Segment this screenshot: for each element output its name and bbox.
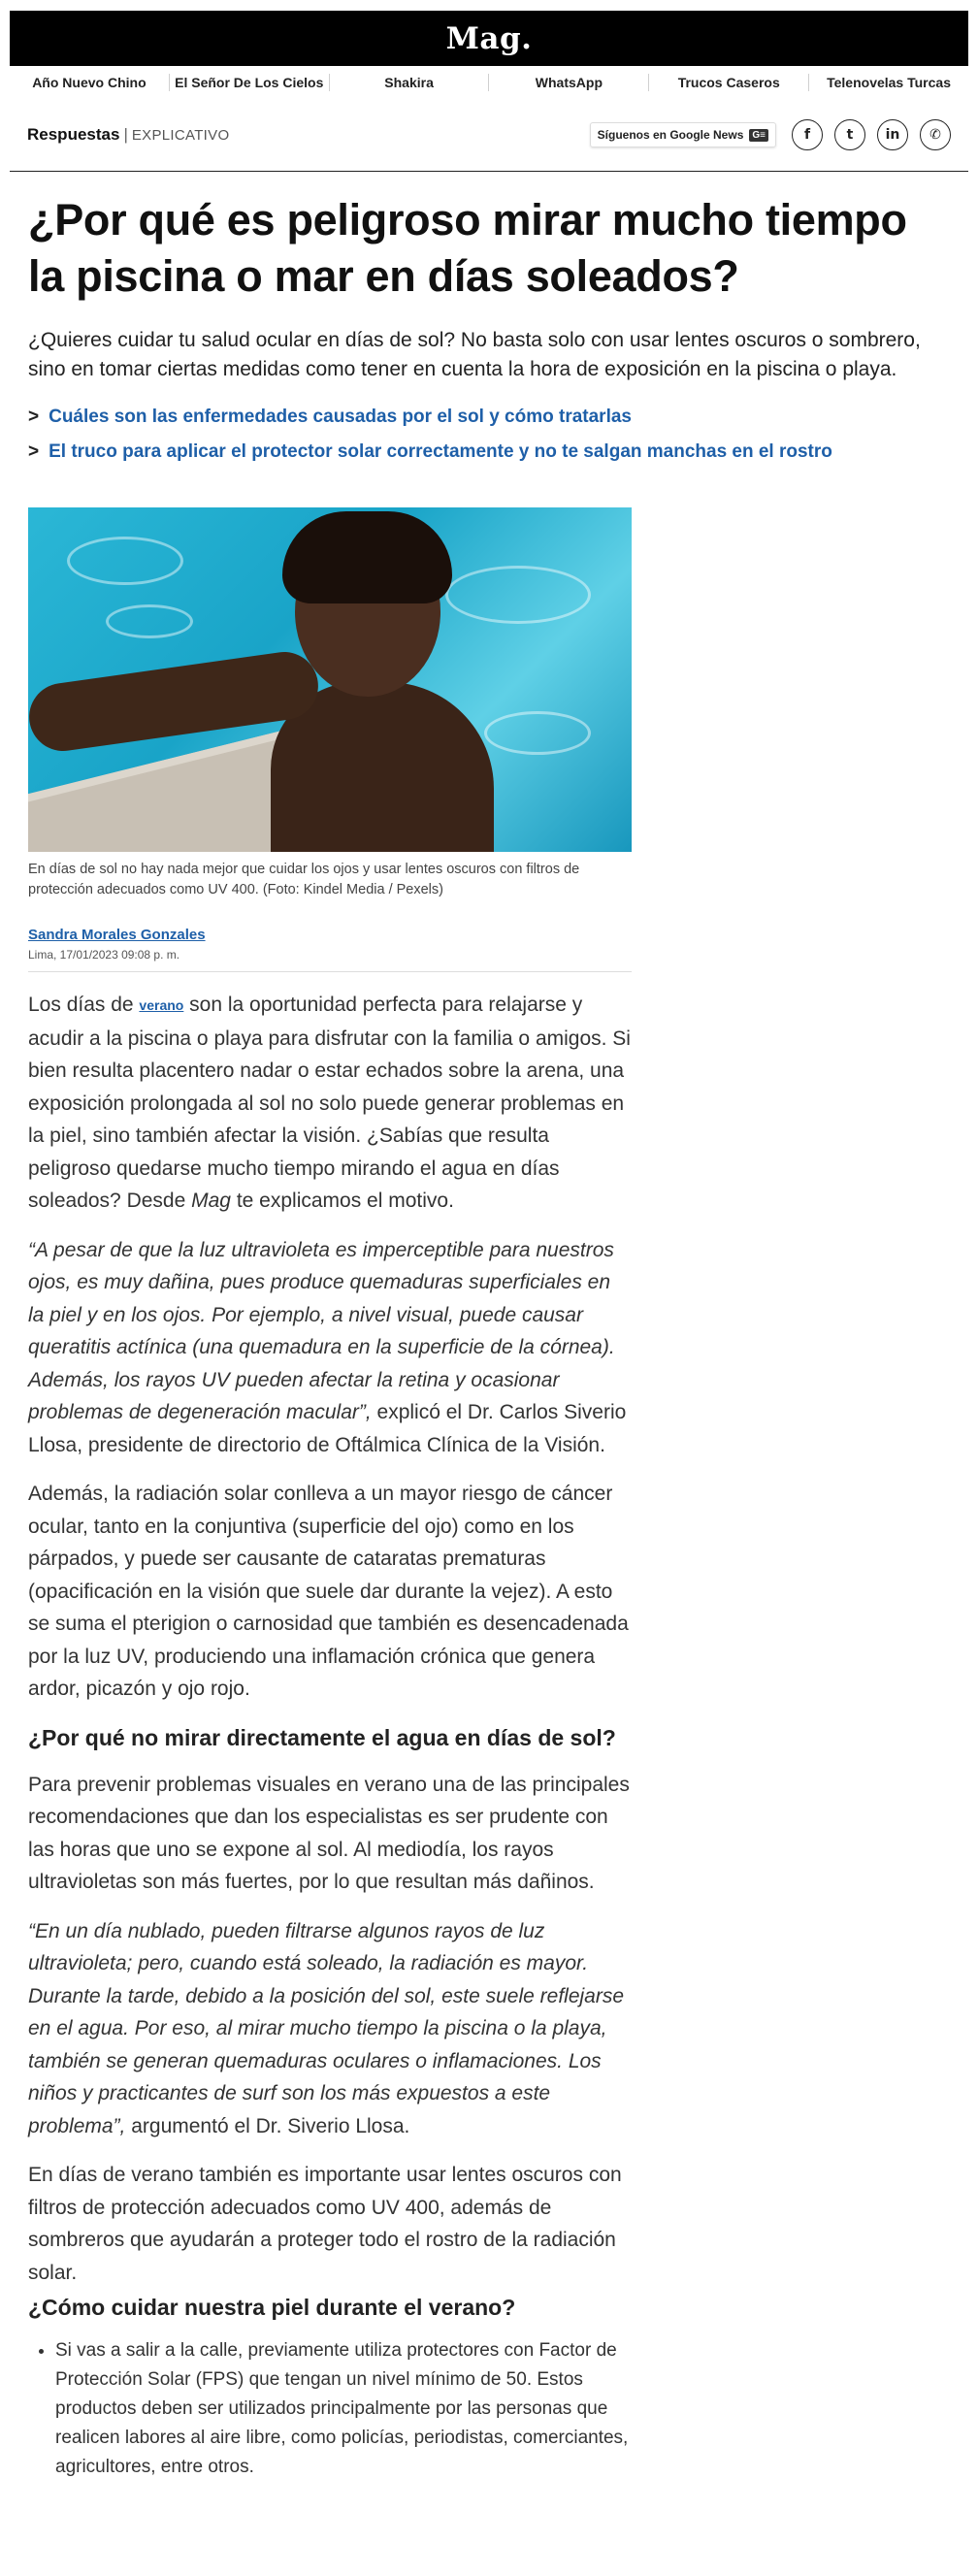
related-link-text[interactable]: El truco para aplicar el protector solar correctamente y no te salgan manchas en el rostro	[49, 441, 832, 462]
paragraph: Los días de verano son la oportunidad perfecta para relajarse y acudir a la piscina o playa para disfrutar con la familia o amigos. Si bien resulta placentero nadar o estar echados sobre la arena, una exposición prolongada al sol no solo puede generar problemas en la piel, sino también afectar la visión. ¿Sabías que resulta peligroso quedarse mucho tiempo mirando el agua en días soleados? Desde Mag te explicamos el motivo.	[28, 994, 631, 1212]
share-bar	[590, 119, 951, 150]
article-title: ¿Por qué es peligroso mirar mucho tiempo la piscina o mar en días soleados?	[28, 195, 907, 301]
nav-item-el-senor-de-los-cielos[interactable]: El Señor De Los Cielos	[170, 74, 330, 91]
section-separator: |	[123, 125, 128, 144]
related-link-text[interactable]: Cuáles son las enfermedades causadas por el sol y cómo tratarlas	[49, 407, 632, 427]
quote-paragraph: “A pesar de que la luz ultravioleta es imperceptible para nuestros ojos, es muy dañina, pues produce quemaduras superficiales en la piel y en los ojos. Por ejemplo, a nivel visual, puede causar queratitis actínica (una quemadura en la superficie de la córnea). Además, los rayos UV pueden afectar la retina y ocasionar problemas de degeneración macular”, explicó el Dr. Carlos Siverio Llosa, presidente de directorio de Oftálmica Clínica de la Visión.	[28, 1238, 627, 1456]
quote-paragraph: “En un día nublado, pueden filtrarse algunos rayos de luz ultravioleta; pero, cuando está soleado, la radiación es mayor. Durante la tarde, debido a la posición del sol, este suele reflejarse en el agua. Por eso, al mirar mucho tiempo la piscina o la playa, también se generan quemaduras oculares o inflamaciones. Los niños y practicantes de surf son los más expuestos a este problema”, argumentó el Dr. Siverio Llosa.	[28, 1919, 625, 2137]
paragraph: Además, la radiación solar conlleva a un mayor riesgo de cáncer ocular, tanto en la conjuntiva (superficie del ojo) como en los párpados, y puede ser causante de cataratas prematuras (opacificación en la visión que suele dar durante la vejez). A esto se suma el pterigion o carnosidad que también es desencadenada por la luz UV, produciendo una inflamación crónica que genera ardor, picazón y ojo rojo.	[28, 1483, 629, 1700]
linkedin-share-icon[interactable]: in	[877, 119, 908, 150]
article-body	[28, 507, 632, 2482]
google-news-icon: G≡	[749, 129, 768, 142]
paragraph: Para prevenir problemas visuales en verano una de las principales recomendaciones que dan los especialistas es ser prudente con las horas que uno se expone al sol. Al mediodía, los rayos ultravioletas son más fuertes, por lo que resultan más dañinos.	[28, 1773, 630, 1893]
section-header	[10, 112, 968, 158]
main-nav	[10, 68, 968, 97]
chevron-right-icon: >	[28, 407, 40, 427]
header-divider	[10, 171, 968, 172]
verano-link[interactable]: verano	[139, 997, 184, 1013]
article-lead: ¿Quieres cuidar tu salud ocular en días de sol? No basta solo con usar lentes oscuros o sombrero, sino en tomar ciertas medidas como tener en cuenta la hora de exposición en la piscina o playa.	[28, 329, 921, 380]
related-link[interactable]	[28, 400, 950, 435]
site-logo[interactable]: Mag.	[445, 20, 533, 56]
nav-item-whatsapp[interactable]: WhatsApp	[489, 74, 649, 91]
section-heading: ¿Por qué no mirar directamente el agua en días de sol?	[28, 1724, 616, 1750]
photo-caption: En días de sol no hay nada mejor que cuidar los ojos y usar lentes oscuros con filtros de protección adecuados como UV 400. (Foto: Kindel Media / Pexels)	[28, 862, 580, 897]
facebook-share-icon[interactable]: f	[792, 119, 823, 150]
chevron-right-icon: >	[28, 441, 40, 462]
paragraph: En días de verano también es importante usar lentes oscuros con filtros de protección adecuados como UV 400, además de sombreros que ayudarán a proteger todo el rostro de la radiación solar.	[28, 2164, 622, 2284]
article-header	[28, 192, 950, 470]
author-divider	[28, 971, 632, 972]
article-figure	[28, 507, 632, 900]
related-link[interactable]	[28, 435, 950, 470]
article-dateline: Lima, 17/01/2023 09:08 p. m.	[28, 948, 180, 962]
google-news-label: Síguenos en Google News	[597, 128, 744, 142]
tips-list	[55, 2336, 632, 2482]
nav-item-shakira[interactable]: Shakira	[330, 74, 490, 91]
section-link[interactable]: Respuestas	[27, 125, 120, 144]
related-links	[28, 400, 950, 470]
google-news-button[interactable]	[590, 122, 776, 147]
nav-item-telenovelas-turcas[interactable]: Telenovelas Turcas	[827, 75, 951, 90]
author-link[interactable]: Sandra Morales Gonzales	[28, 927, 206, 943]
article-photo	[28, 507, 632, 852]
article-text	[28, 989, 632, 2482]
section-heading: ¿Cómo cuidar nuestra piel durante el verano?	[28, 2295, 516, 2320]
section-category: EXPLICATIVO	[131, 126, 230, 144]
twitter-share-icon[interactable]: t	[834, 119, 865, 150]
whatsapp-share-icon[interactable]: ✆	[920, 119, 951, 150]
list-item: • Si vas a salir a la calle, previamente utiliza protectores con Factor de Protección Solar (FPS) que tengan un nivel mínimo de 50. Estos productos deben ser utilizados principalmente por las personas que realicen labores al aire libre, como policías, periodistas, comerciantes, agricultores, entre otros.	[55, 2336, 632, 2482]
nav-item-trucos-caseros[interactable]: Trucos Caseros	[649, 74, 809, 91]
nav-item-ano-nuevo-chino[interactable]: Año Nuevo Chino	[10, 74, 170, 91]
top-bar	[10, 11, 968, 66]
